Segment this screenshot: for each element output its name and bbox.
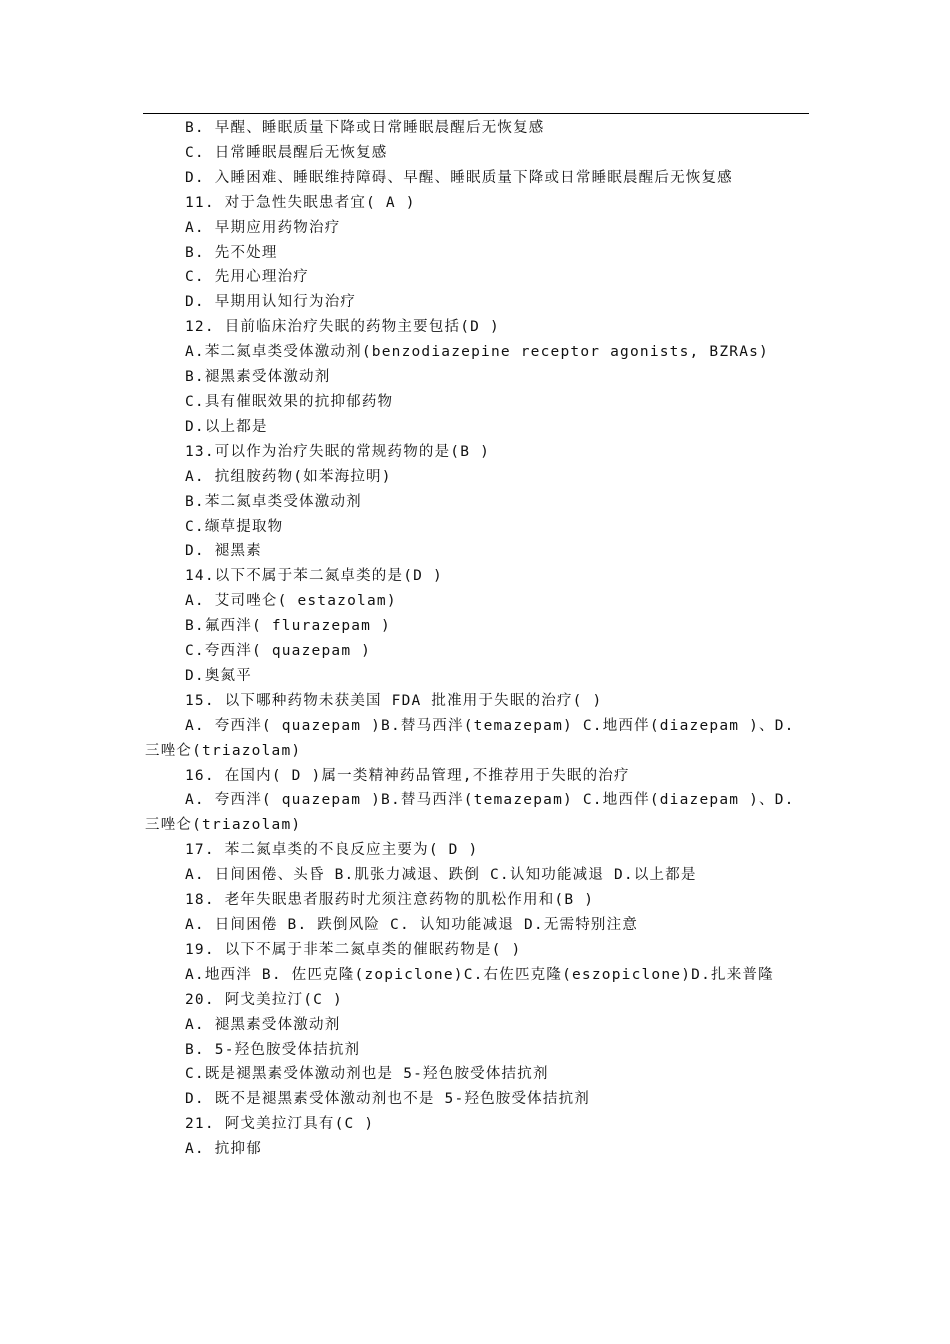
text-line: A. 抗抑郁 <box>185 1141 262 1158</box>
text-line: B.氟西泮( flurazepam ) <box>185 618 391 635</box>
text-line: 17. 苯二氮卓类的不良反应主要为( D ) <box>185 842 479 859</box>
text-line: D. 褪黑素 <box>185 543 262 560</box>
text-line: 21. 阿戈美拉汀具有(C ) <box>185 1116 375 1133</box>
text-line: D. 入睡困难、睡眠维持障碍、早醒、睡眠质量下降或日常睡眠晨醒后无恢复感 <box>185 169 733 186</box>
text-line: 18. 老年失眠患者服药时尤须注意药物的肌松作用和(B ) <box>185 892 595 909</box>
text-line: B. 5-羟色胺受体拮抗剂 <box>185 1041 361 1058</box>
text-line: A. 日间困倦 B. 跌倒风险 C. 认知功能减退 D.无需特别注意 <box>185 917 639 933</box>
text-line: 15. 以下哪种药物未获美国 FDA 批准用于失眠的治疗( ) <box>185 692 603 709</box>
text-line: B.苯二氮卓类受体激动剂 <box>185 493 362 510</box>
text-line: 19. 以下不属于非苯二氮卓类的催眠药物是( ) <box>185 941 522 958</box>
text-line: A. 抗组胺药物(如苯海拉明) <box>185 468 392 485</box>
text-line: 11. 对于急性失眠患者宜( A ) <box>185 194 416 211</box>
header-rule <box>143 113 809 114</box>
text-line: C.夸西泮( quazepam ) <box>185 643 372 660</box>
text-line: 12. 目前临床治疗失眠的药物主要包括(D ) <box>185 319 500 336</box>
text-line: C.既是褪黑素受体激动剂也是 5-羟色胺受体拮抗剂 <box>185 1066 549 1083</box>
text-line: 16. 在国内( D )属一类精神药品管理,不推荐用于失眠的治疗 <box>185 767 630 784</box>
text-line: C. 先用心理治疗 <box>185 269 309 286</box>
text-line: D. 既不是褪黑素受体激动剂也不是 5-羟色胺受体拮抗剂 <box>185 1091 590 1108</box>
text-line: B. 先不处理 <box>185 244 278 261</box>
text-line: D. 早期用认知行为治疗 <box>185 294 357 311</box>
text-line: D.以上都是 <box>185 418 268 435</box>
text-line: A. 夸西泮( quazepam )B.替马西泮(temazepam) C.地西伴(diazepam )、D. 三唑仑(triazolam) <box>145 717 795 759</box>
text-line: A. 褪黑素受体激动剂 <box>185 1016 341 1033</box>
text-line: A. 日间困倦、头昏 B.肌张力减退、跌倒 C.认知功能减退 D.以上都是 <box>185 867 697 884</box>
text-line: A. 夸西泮( quazepam )B.替马西泮(temazepam) C.地西伴(diazepam )、D. 三唑仑(triazolam) <box>145 792 795 834</box>
text-line: A. 艾司唑仑( estazolam) <box>185 593 397 610</box>
text-line: C.缬草提取物 <box>185 518 284 535</box>
text-line: 20. 阿戈美拉汀(C ) <box>185 991 343 1008</box>
text-line: C. 日常睡眠晨醒后无恢复感 <box>185 144 388 161</box>
text-line: C.具有催眠效果的抗抑郁药物 <box>185 393 394 410</box>
document-body <box>145 116 809 1162</box>
text-line: 14.以下不属于苯二氮卓类的是(D ) <box>185 568 443 585</box>
text-line: D.奥氮平 <box>185 667 252 684</box>
text-line: A.苯二氮卓类受体激动剂(benzodiazepine receptor agonists, BZRAs) <box>185 344 769 361</box>
text-line: 13.可以作为治疗失眠的常规药物的是(B ) <box>185 443 491 460</box>
text-line: B.褪黑素受体激动剂 <box>185 369 331 386</box>
text-line: B. 早醒、睡眠质量下降或日常睡眠晨醒后无恢复感 <box>185 120 545 136</box>
text-line: A.地西泮 B. 佐匹克隆(zopiclone)C.右佐匹克隆(eszopiclone)D.扎来普隆 <box>185 966 774 983</box>
text-line: A. 早期应用药物治疗 <box>185 219 341 236</box>
